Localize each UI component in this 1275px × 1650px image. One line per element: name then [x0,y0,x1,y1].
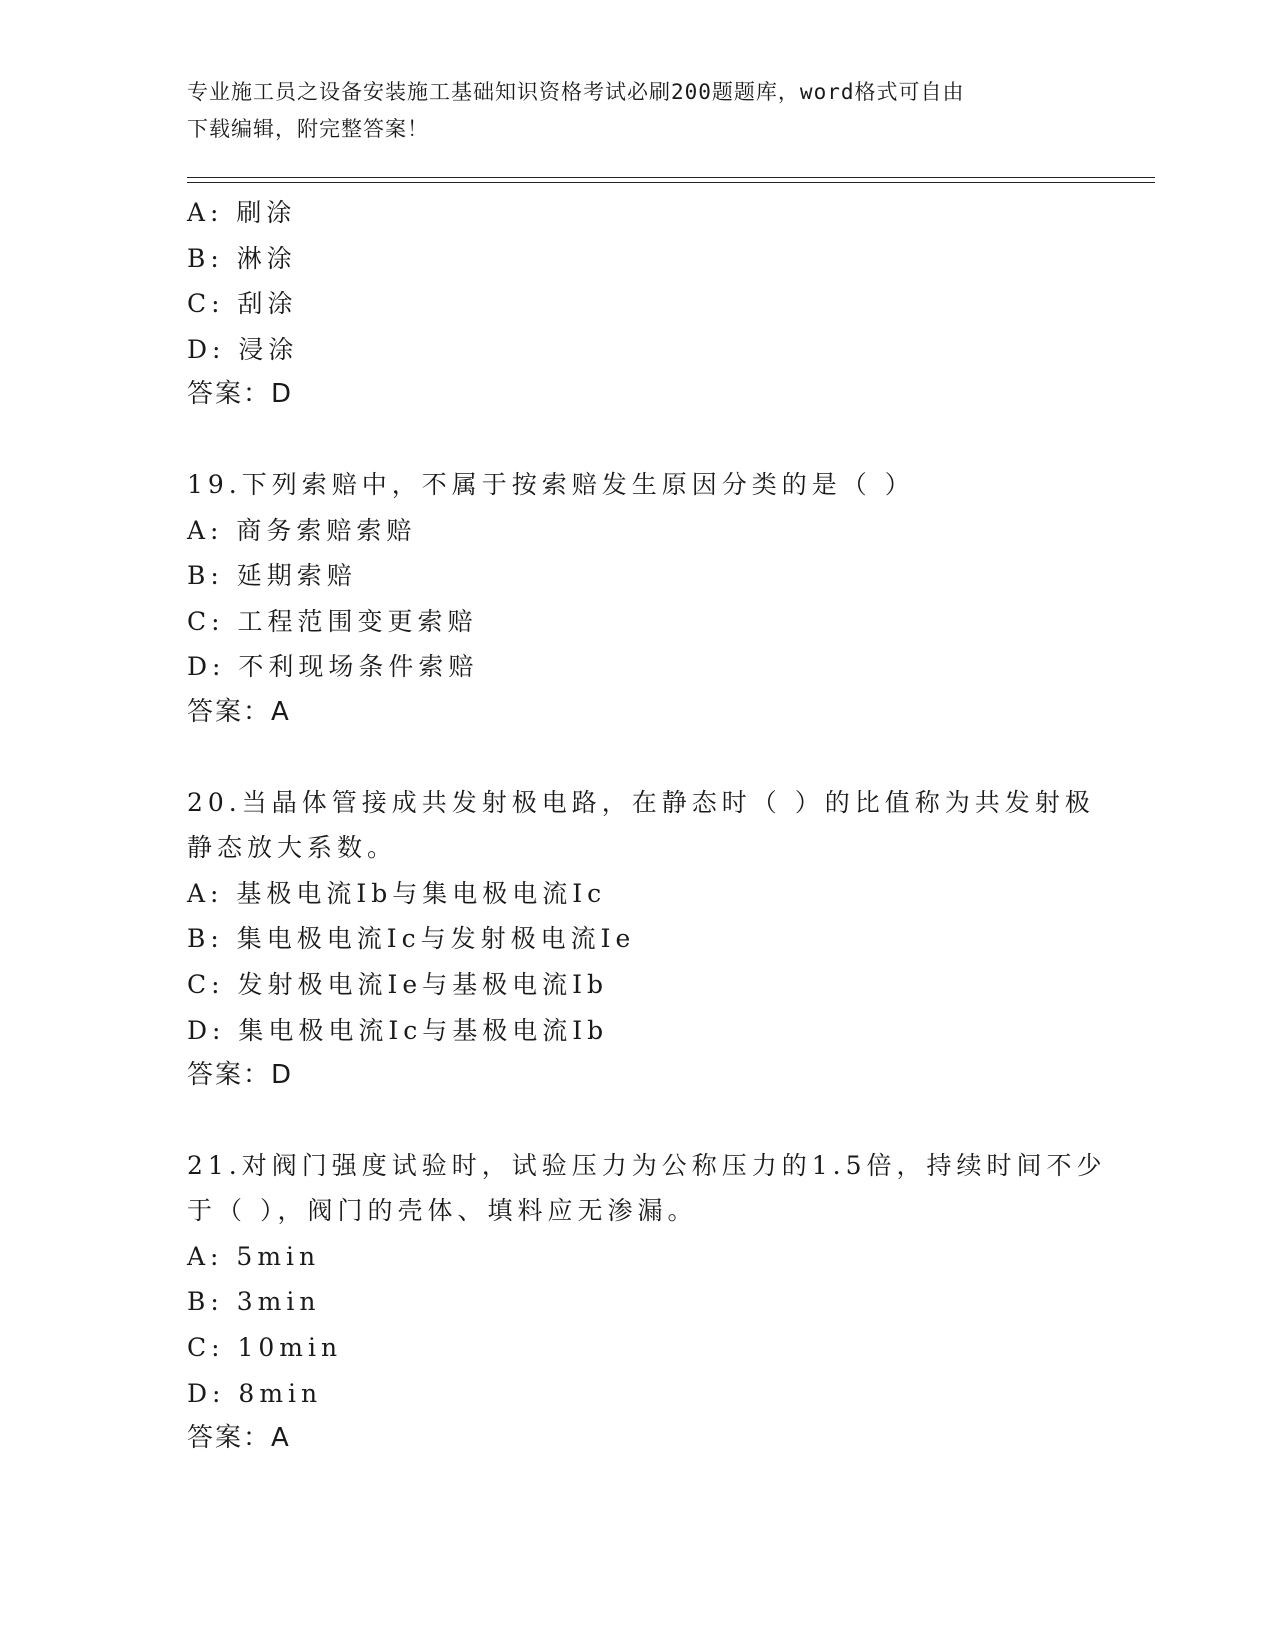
option-c: C: 发射极电流Ie与基极电流Ib [187,969,609,999]
option-d: D: 不利现场条件索赔 [187,652,479,682]
header-title-line-1: 专业施工员之设备安装施工基础知识资格考试必刷200题题库，word格式可自由 [187,80,965,104]
header-divider-top [187,177,1155,178]
header-divider-bottom [187,182,1155,183]
question-text-line-2: 静态放大系数。 [187,833,398,863]
question-text-line-1: 20.当晶体管接成共发射极电路，在静态时（ ）的比值称为共发射极 [187,787,1095,817]
option-d: D: 浸涂 [187,334,299,364]
option-c: C: 刮涂 [187,289,298,319]
question-text: 19.下列索赔中，不属于按索赔发生原因分类的是（ ） [187,469,915,499]
option-b: B: 延期索赔 [187,561,357,591]
question-block-21 [187,1143,1107,1462]
question-block-18 [187,190,1087,418]
option-c: C: 工程范围变更索赔 [187,606,478,636]
option-b: B: 淋涂 [187,243,297,273]
option-d: D: 集电极电流Ic与基极电流Ib [187,1015,609,1045]
answer-line: 答案：A [187,1423,291,1454]
question-spacer [187,736,1087,780]
question-text-line-2: 于（ ），阀门的壳体、填料应无渗漏。 [187,1196,698,1226]
answer-line: 答案：D [187,1060,294,1091]
answer-line: 答案：A [187,696,291,727]
question-spacer [187,1099,1087,1143]
option-a: A: 5min [187,1241,321,1271]
option-a: A: 基极电流Ib与集电极电流Ic [187,878,607,908]
document-header [187,74,1067,148]
question-list [187,190,1107,1462]
question-spacer [187,418,1087,462]
question-block-19 [187,462,1087,736]
option-b: B: 3min [187,1287,321,1317]
option-d: D: 8min [187,1378,323,1408]
question-block-20 [187,780,1095,1099]
option-b: B: 集电极电流Ic与发射极电流Ie [187,924,636,954]
option-c: C: 10min [187,1333,343,1363]
option-a: A: 商务索赔索赔 [187,515,417,545]
header-title-line-2: 下载编辑，附完整答案！ [187,117,429,141]
question-text-line-1: 21.对阀门强度试验时，试验压力为公称压力的1.5倍，持续时间不少 [187,1150,1107,1180]
option-a: A: 刷涂 [187,198,297,227]
answer-line: 答案：D [187,379,294,410]
